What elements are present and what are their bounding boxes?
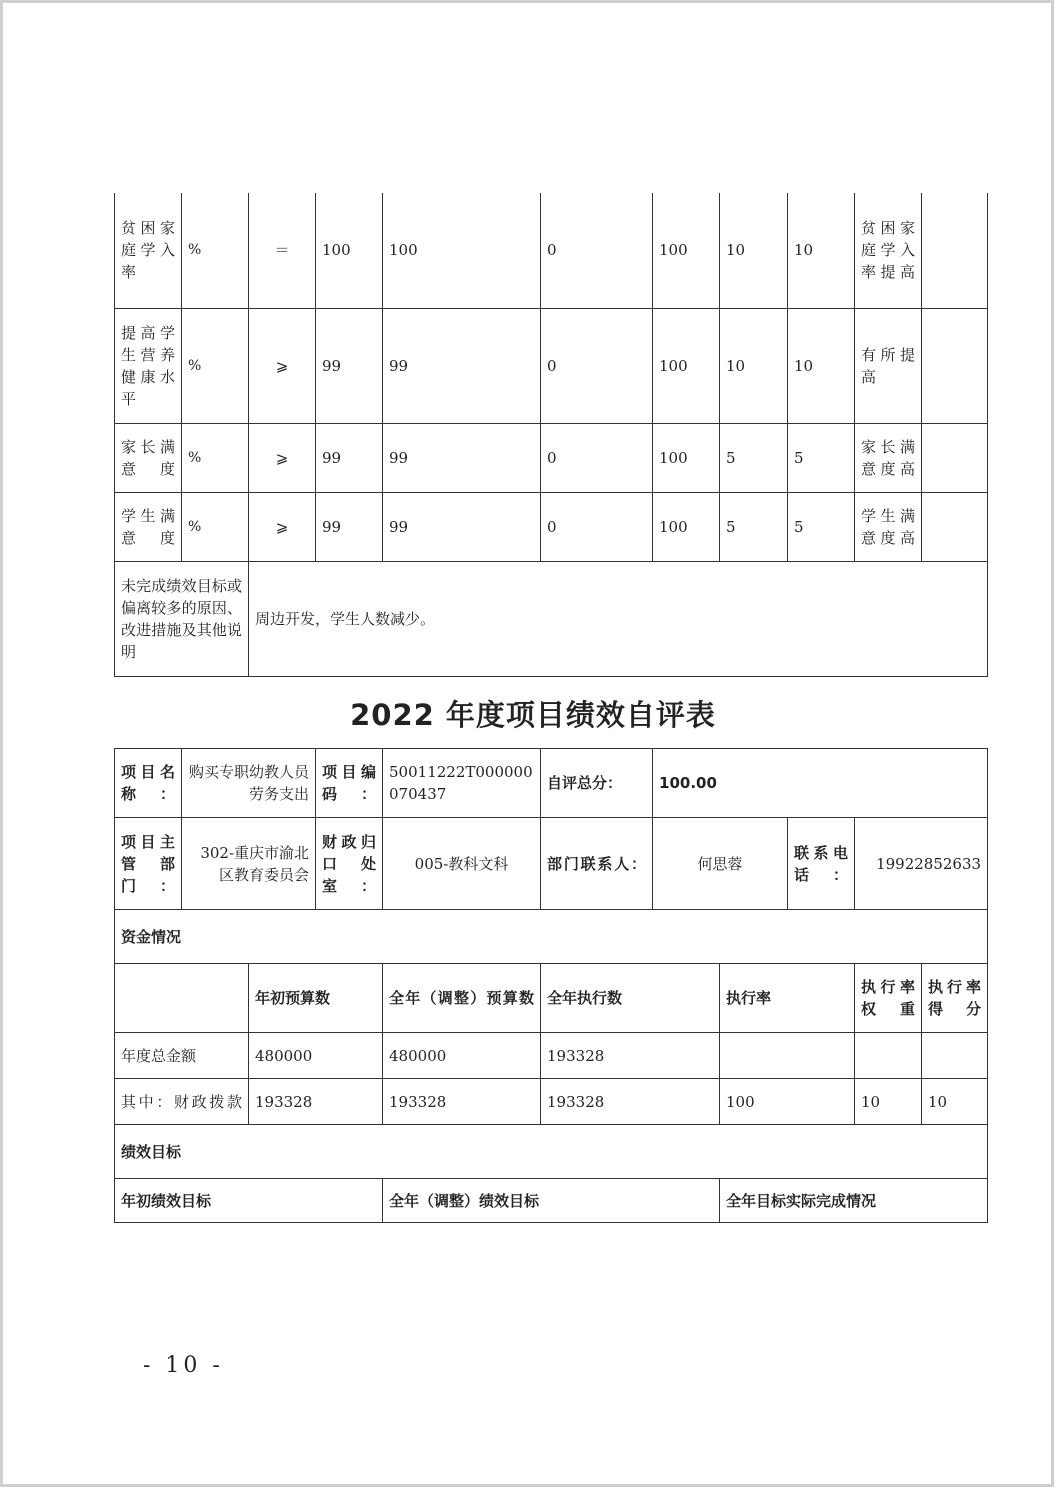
indicator-operator: ⩾ (249, 423, 316, 492)
reason-label: 未完成绩效目标或偏离较多的原因、改进措施及其他说明 (115, 561, 249, 676)
phone-value: 19922852633 (855, 818, 988, 910)
indicator-actual: 100 (383, 193, 541, 308)
indicator-unit: % (182, 423, 249, 492)
dept-value: 302-重庆市渝北区教育委员会 (182, 818, 316, 910)
phone-label: 联系电话： (788, 818, 855, 910)
indicator-desc: 学生满意度高 (855, 492, 922, 561)
indicator-weight: 10 (720, 308, 788, 423)
funds-cell: 10 (855, 1079, 922, 1125)
contact-value: 何思蓉 (653, 818, 788, 910)
indicator-desc: 家长满意度高 (855, 423, 922, 492)
indicator-deviation: 0 (541, 308, 653, 423)
indicator-actual: 99 (383, 308, 541, 423)
funds-cell: 193328 (249, 1079, 383, 1125)
indicator-target: 99 (316, 423, 383, 492)
funds-cell: 480000 (383, 1033, 541, 1079)
indicator-desc: 贫困家庭学入率提高 (855, 193, 922, 308)
funds-header-blank (115, 964, 249, 1033)
funds-header-rate-weight: 执行率权重 (855, 964, 922, 1033)
funds-header-exec-rate: 执行率 (720, 964, 855, 1033)
indicator-score: 10 (788, 308, 855, 423)
table-row (115, 749, 988, 818)
table-row (115, 193, 988, 308)
indicator-table (114, 193, 988, 677)
funds-cell: 193328 (541, 1079, 720, 1125)
funds-cell (720, 1033, 855, 1079)
funds-cell: 193328 (383, 1079, 541, 1125)
score-label: 自评总分： (541, 749, 653, 818)
indicator-unit: % (182, 492, 249, 561)
indicator-name: 学生满意度 (115, 492, 182, 561)
funds-header-rate-score: 执行率得分 (922, 964, 988, 1033)
table-row (115, 1033, 988, 1079)
goals-col-adjusted: 全年（调整）绩效目标 (383, 1179, 720, 1223)
indicator-score: 5 (788, 423, 855, 492)
indicator-deviation: 0 (541, 492, 653, 561)
project-code-label: 项目编码： (316, 749, 383, 818)
table-row (115, 1125, 988, 1179)
indicator-target: 99 (316, 492, 383, 561)
indicator-name: 贫困家庭学入率 (115, 193, 182, 308)
indicator-weight: 5 (720, 423, 788, 492)
project-name-value: 购买专职幼教人员劳务支出 (182, 749, 316, 818)
indicator-operator: ＝ (249, 193, 316, 308)
indicator-remark (922, 193, 988, 308)
indicator-rate: 100 (653, 492, 720, 561)
goals-col-actual: 全年目标实际完成情况 (720, 1179, 988, 1223)
indicator-actual: 99 (383, 423, 541, 492)
table-row (115, 423, 988, 492)
indicator-rate: 100 (653, 193, 720, 308)
project-form-table (114, 748, 988, 1223)
goals-col-initial: 年初绩效目标 (115, 1179, 383, 1223)
dept-label: 项目主管部门： (115, 818, 182, 910)
funds-cell (855, 1033, 922, 1079)
indicator-target: 100 (316, 193, 383, 308)
indicator-unit: % (182, 193, 249, 308)
project-name-label: 项目名称： (115, 749, 182, 818)
indicator-deviation: 0 (541, 423, 653, 492)
funds-header-adjusted-budget: 全年（调整）预算数 (383, 964, 541, 1033)
table-row (115, 492, 988, 561)
indicator-rate: 100 (653, 308, 720, 423)
table-row (115, 561, 988, 676)
indicator-name: 家长满意度 (115, 423, 182, 492)
indicator-deviation: 0 (541, 193, 653, 308)
funds-row-label: 年度总金额 (115, 1033, 249, 1079)
indicator-rate: 100 (653, 423, 720, 492)
project-code-value: 50011222T000000070437 (383, 749, 541, 818)
table-row (115, 818, 988, 910)
indicator-name: 提高学生营养健康水平 (115, 308, 182, 423)
office-label: 财政归口处室： (316, 818, 383, 910)
indicator-operator: ⩾ (249, 308, 316, 423)
funds-section-label: 资金情况 (115, 910, 988, 964)
indicator-unit: % (182, 308, 249, 423)
table-row (115, 1179, 988, 1223)
indicator-weight: 5 (720, 492, 788, 561)
funds-cell: 10 (922, 1079, 988, 1125)
table-row (115, 308, 988, 423)
contact-label: 部门联系人： (541, 818, 653, 910)
office-value: 005-教科文科 (383, 818, 541, 910)
table-row (115, 1079, 988, 1125)
goals-section-label: 绩效目标 (115, 1125, 988, 1179)
funds-cell: 480000 (249, 1033, 383, 1079)
indicator-remark (922, 308, 988, 423)
form-title: 2022 年度项目绩效自评表 (350, 698, 716, 732)
indicator-operator: ⩾ (249, 492, 316, 561)
indicator-remark (922, 423, 988, 492)
funds-header-initial-budget: 年初预算数 (249, 964, 383, 1033)
indicator-desc: 有所提高 (855, 308, 922, 423)
indicator-remark (922, 492, 988, 561)
funds-cell: 193328 (541, 1033, 720, 1079)
indicator-score: 10 (788, 193, 855, 308)
indicator-score: 5 (788, 492, 855, 561)
funds-cell: 100 (720, 1079, 855, 1125)
funds-row-label: 其中：财政拨款 (115, 1079, 249, 1125)
reason-text: 周边开发，学生人数减少。 (249, 561, 988, 676)
indicator-target: 99 (316, 308, 383, 423)
indicator-weight: 10 (720, 193, 788, 308)
funds-cell (922, 1033, 988, 1079)
funds-header-executed: 全年执行数 (541, 964, 720, 1033)
table-row (115, 964, 988, 1033)
table-row (115, 910, 988, 964)
page-number: - 10 - (143, 1353, 224, 1378)
indicator-actual: 99 (383, 492, 541, 561)
score-value: 100.00 (653, 749, 988, 818)
